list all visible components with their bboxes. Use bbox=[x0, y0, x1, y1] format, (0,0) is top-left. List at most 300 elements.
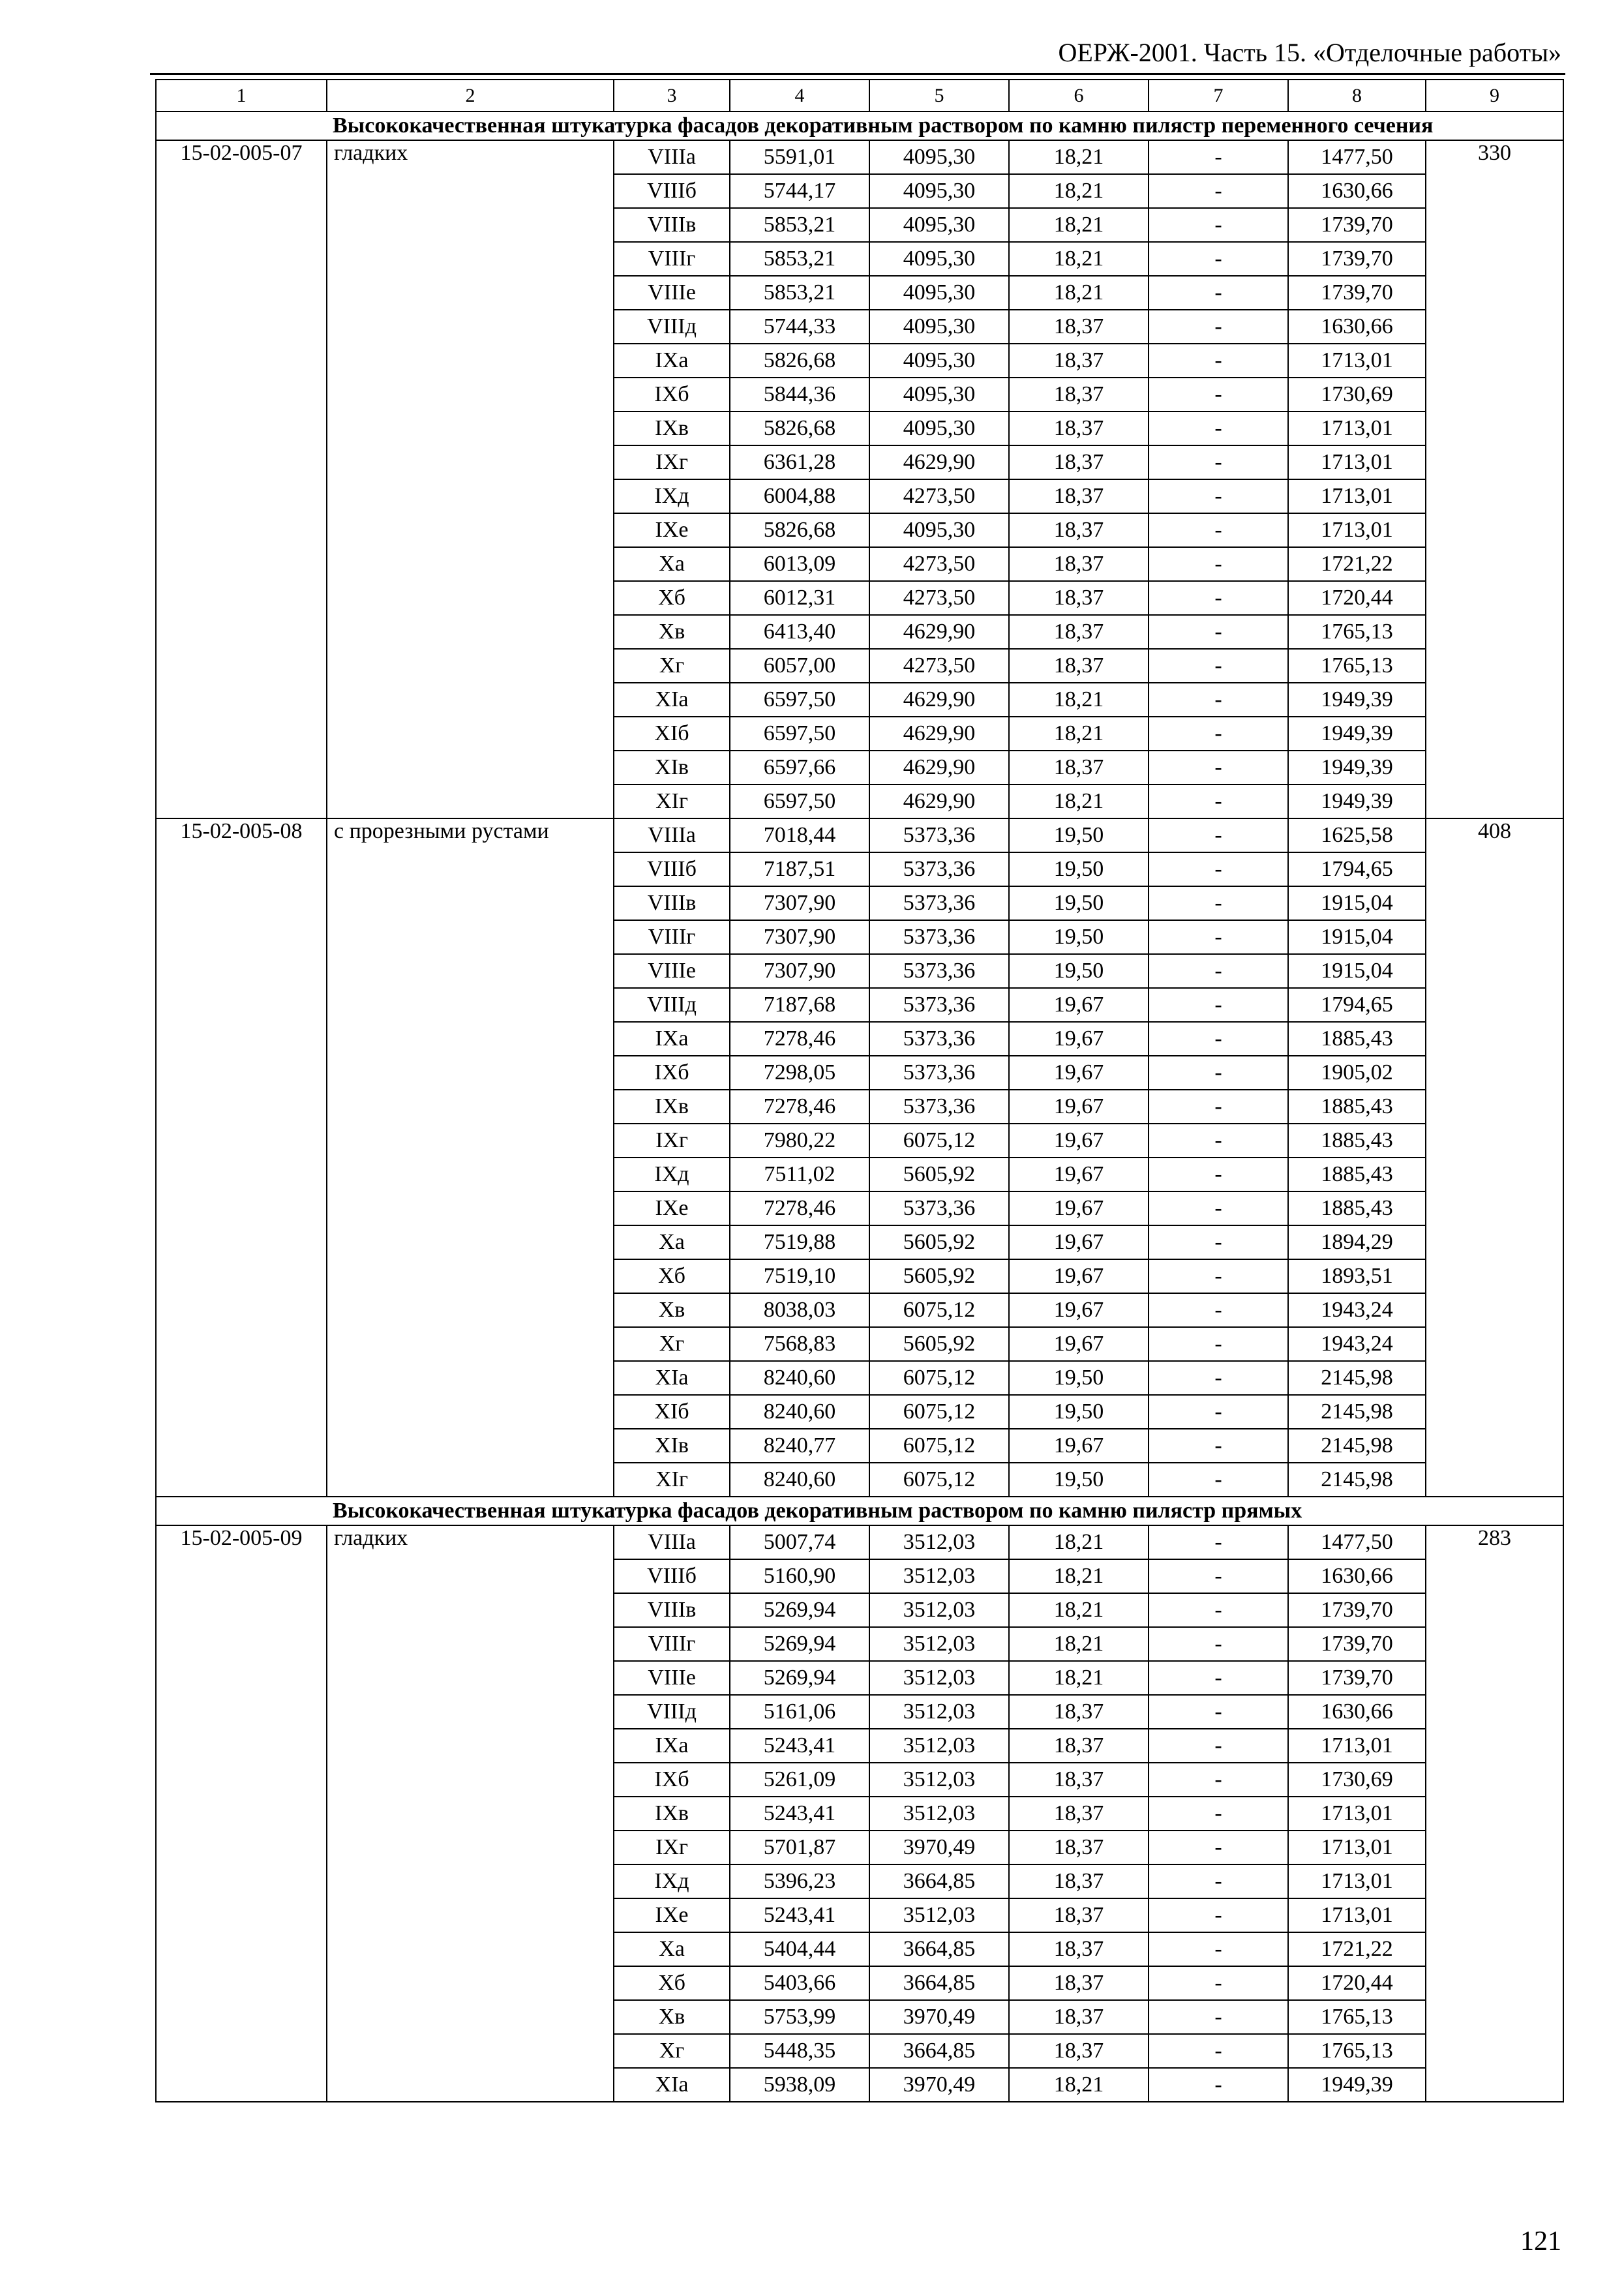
machine-cost-cell: 19,50 bbox=[1009, 920, 1149, 954]
category-cell: VIIIе bbox=[614, 276, 730, 310]
category-cell: XIб bbox=[614, 717, 730, 751]
materials-cost-cell: 1949,39 bbox=[1288, 751, 1426, 785]
machine-cost-cell: 18,37 bbox=[1009, 1729, 1149, 1763]
driver-wages-cell: - bbox=[1149, 1831, 1288, 1864]
driver-wages-cell: - bbox=[1149, 1124, 1288, 1158]
machine-cost-cell: 18,21 bbox=[1009, 1559, 1149, 1593]
wages-cell: 4273,50 bbox=[869, 479, 1009, 513]
materials-cost-cell: 1713,01 bbox=[1288, 513, 1426, 547]
machine-cost-cell: 19,67 bbox=[1009, 1429, 1149, 1463]
section-heading: Высококачественная штукатурка фасадов декоративным раствором по камню пилястр прямых bbox=[156, 1497, 1563, 1525]
wages-cell: 4095,30 bbox=[869, 378, 1009, 411]
materials-cost-cell: 1720,44 bbox=[1288, 1966, 1426, 2000]
driver-wages-cell: - bbox=[1149, 411, 1288, 445]
category-cell: VIIIе bbox=[614, 1661, 730, 1695]
materials-cost-cell: 1630,66 bbox=[1288, 310, 1426, 344]
machine-cost-cell: 19,67 bbox=[1009, 1327, 1149, 1361]
machine-cost-cell: 18,37 bbox=[1009, 1797, 1149, 1831]
driver-wages-cell: - bbox=[1149, 1259, 1288, 1293]
driver-wages-cell: - bbox=[1149, 1898, 1288, 1932]
machine-cost-cell: 18,21 bbox=[1009, 208, 1149, 242]
driver-wages-cell: - bbox=[1149, 1932, 1288, 1966]
wages-cell: 4095,30 bbox=[869, 208, 1009, 242]
column-number: 4 bbox=[730, 80, 869, 112]
total-cost-cell: 8240,60 bbox=[730, 1395, 869, 1429]
driver-wages-cell: - bbox=[1149, 920, 1288, 954]
machine-cost-cell: 18,21 bbox=[1009, 174, 1149, 208]
materials-cost-cell: 1905,02 bbox=[1288, 1056, 1426, 1090]
materials-cost-cell: 1949,39 bbox=[1288, 717, 1426, 751]
total-cost-cell: 5853,21 bbox=[730, 276, 869, 310]
category-cell: Xб bbox=[614, 1259, 730, 1293]
driver-wages-cell: - bbox=[1149, 1729, 1288, 1763]
driver-wages-cell: - bbox=[1149, 1293, 1288, 1327]
materials-cost-cell: 1794,65 bbox=[1288, 988, 1426, 1022]
total-cost-cell: 5261,09 bbox=[730, 1763, 869, 1797]
materials-cost-cell: 1630,66 bbox=[1288, 1559, 1426, 1593]
category-cell: Xб bbox=[614, 581, 730, 615]
total-cost-cell: 5448,35 bbox=[730, 2034, 869, 2068]
materials-cost-cell: 1713,01 bbox=[1288, 1797, 1426, 1831]
total-cost-cell: 5269,94 bbox=[730, 1661, 869, 1695]
labor-hours-cell: 408 bbox=[1426, 818, 1563, 1497]
materials-cost-cell: 1949,39 bbox=[1288, 683, 1426, 717]
machine-cost-cell: 18,37 bbox=[1009, 310, 1149, 344]
section-heading-row bbox=[156, 112, 1563, 140]
driver-wages-cell: - bbox=[1149, 310, 1288, 344]
wages-cell: 4629,90 bbox=[869, 683, 1009, 717]
category-cell: IXе bbox=[614, 513, 730, 547]
total-cost-cell: 5396,23 bbox=[730, 1864, 869, 1898]
wages-cell: 3664,85 bbox=[869, 2034, 1009, 2068]
machine-cost-cell: 19,67 bbox=[1009, 1191, 1149, 1225]
category-cell: IXг bbox=[614, 1124, 730, 1158]
machine-cost-cell: 18,21 bbox=[1009, 1627, 1149, 1661]
materials-cost-cell: 1949,39 bbox=[1288, 785, 1426, 818]
total-cost-cell: 5269,94 bbox=[730, 1627, 869, 1661]
wages-cell: 4629,90 bbox=[869, 785, 1009, 818]
materials-cost-cell: 1885,43 bbox=[1288, 1090, 1426, 1124]
wages-cell: 5373,36 bbox=[869, 1191, 1009, 1225]
machine-cost-cell: 19,50 bbox=[1009, 954, 1149, 988]
category-cell: VIIIб bbox=[614, 852, 730, 886]
wages-cell: 5373,36 bbox=[869, 1090, 1009, 1124]
wages-cell: 4629,90 bbox=[869, 751, 1009, 785]
materials-cost-cell: 1713,01 bbox=[1288, 479, 1426, 513]
total-cost-cell: 5591,01 bbox=[730, 140, 869, 174]
column-number: 6 bbox=[1009, 80, 1149, 112]
total-cost-cell: 6597,50 bbox=[730, 717, 869, 751]
wages-cell: 3664,85 bbox=[869, 1864, 1009, 1898]
machine-cost-cell: 18,37 bbox=[1009, 649, 1149, 683]
wages-cell: 3512,03 bbox=[869, 1627, 1009, 1661]
total-cost-cell: 7519,10 bbox=[730, 1259, 869, 1293]
category-cell: Xг bbox=[614, 1327, 730, 1361]
machine-cost-cell: 19,50 bbox=[1009, 852, 1149, 886]
machine-cost-cell: 18,37 bbox=[1009, 445, 1149, 479]
wages-cell: 3512,03 bbox=[869, 1763, 1009, 1797]
category-cell: Xа bbox=[614, 1932, 730, 1966]
column-number: 3 bbox=[614, 80, 730, 112]
total-cost-cell: 5160,90 bbox=[730, 1559, 869, 1593]
materials-cost-cell: 1765,13 bbox=[1288, 2034, 1426, 2068]
total-cost-cell: 6597,50 bbox=[730, 785, 869, 818]
materials-cost-cell: 1630,66 bbox=[1288, 1695, 1426, 1729]
machine-cost-cell: 18,37 bbox=[1009, 479, 1149, 513]
wages-cell: 4095,30 bbox=[869, 140, 1009, 174]
total-cost-cell: 5938,09 bbox=[730, 2068, 869, 2102]
driver-wages-cell: - bbox=[1149, 683, 1288, 717]
materials-cost-cell: 1765,13 bbox=[1288, 2000, 1426, 2034]
driver-wages-cell: - bbox=[1149, 2034, 1288, 2068]
wages-cell: 3512,03 bbox=[869, 1797, 1009, 1831]
wages-cell: 5373,36 bbox=[869, 954, 1009, 988]
driver-wages-cell: - bbox=[1149, 445, 1288, 479]
category-cell: XIа bbox=[614, 2068, 730, 2102]
materials-cost-cell: 1943,24 bbox=[1288, 1327, 1426, 1361]
machine-cost-cell: 18,37 bbox=[1009, 513, 1149, 547]
materials-cost-cell: 1630,66 bbox=[1288, 174, 1426, 208]
materials-cost-cell: 1739,70 bbox=[1288, 1593, 1426, 1627]
category-cell: VIIIг bbox=[614, 1627, 730, 1661]
total-cost-cell: 5826,68 bbox=[730, 513, 869, 547]
column-number: 9 bbox=[1426, 80, 1563, 112]
materials-cost-cell: 1477,50 bbox=[1288, 1525, 1426, 1559]
driver-wages-cell: - bbox=[1149, 1327, 1288, 1361]
category-cell: XIа bbox=[614, 683, 730, 717]
category-cell: VIIIд bbox=[614, 310, 730, 344]
machine-cost-cell: 18,37 bbox=[1009, 547, 1149, 581]
total-cost-cell: 8240,60 bbox=[730, 1361, 869, 1395]
materials-cost-cell: 1720,44 bbox=[1288, 581, 1426, 615]
total-cost-cell: 5853,21 bbox=[730, 208, 869, 242]
wages-cell: 5373,36 bbox=[869, 1056, 1009, 1090]
machine-cost-cell: 18,21 bbox=[1009, 717, 1149, 751]
category-cell: IXд bbox=[614, 1158, 730, 1191]
materials-cost-cell: 1713,01 bbox=[1288, 445, 1426, 479]
category-cell: VIIIв bbox=[614, 208, 730, 242]
column-number-row bbox=[156, 80, 1563, 112]
machine-cost-cell: 19,50 bbox=[1009, 1463, 1149, 1497]
driver-wages-cell: - bbox=[1149, 1661, 1288, 1695]
category-cell: XIв bbox=[614, 751, 730, 785]
wages-cell: 3512,03 bbox=[869, 1695, 1009, 1729]
machine-cost-cell: 19,50 bbox=[1009, 1361, 1149, 1395]
driver-wages-cell: - bbox=[1149, 852, 1288, 886]
machine-cost-cell: 18,37 bbox=[1009, 411, 1149, 445]
wages-cell: 3512,03 bbox=[869, 1559, 1009, 1593]
category-cell: IXв bbox=[614, 411, 730, 445]
driver-wages-cell: - bbox=[1149, 1797, 1288, 1831]
driver-wages-cell: - bbox=[1149, 1090, 1288, 1124]
wages-cell: 3664,85 bbox=[869, 1966, 1009, 2000]
machine-cost-cell: 18,37 bbox=[1009, 751, 1149, 785]
category-cell: IXа bbox=[614, 1022, 730, 1056]
machine-cost-cell: 18,37 bbox=[1009, 1932, 1149, 1966]
wages-cell: 6075,12 bbox=[869, 1293, 1009, 1327]
driver-wages-cell: - bbox=[1149, 242, 1288, 276]
total-cost-cell: 5243,41 bbox=[730, 1729, 869, 1763]
total-cost-cell: 5243,41 bbox=[730, 1898, 869, 1932]
materials-cost-cell: 1915,04 bbox=[1288, 920, 1426, 954]
total-cost-cell: 6013,09 bbox=[730, 547, 869, 581]
machine-cost-cell: 19,67 bbox=[1009, 1158, 1149, 1191]
machine-cost-cell: 19,67 bbox=[1009, 1124, 1149, 1158]
table-row bbox=[156, 818, 1563, 852]
machine-cost-cell: 19,67 bbox=[1009, 988, 1149, 1022]
driver-wages-cell: - bbox=[1149, 1593, 1288, 1627]
driver-wages-cell: - bbox=[1149, 513, 1288, 547]
running-header-title: ОЕРЖ-2001. Часть 15. «Отделочные работы» bbox=[1058, 38, 1561, 67]
machine-cost-cell: 18,21 bbox=[1009, 683, 1149, 717]
category-cell: VIIIб bbox=[614, 174, 730, 208]
category-cell: XIг bbox=[614, 785, 730, 818]
driver-wages-cell: - bbox=[1149, 1463, 1288, 1497]
wages-cell: 6075,12 bbox=[869, 1395, 1009, 1429]
materials-cost-cell: 1893,51 bbox=[1288, 1259, 1426, 1293]
table-row bbox=[156, 140, 1563, 174]
materials-cost-cell: 1721,22 bbox=[1288, 547, 1426, 581]
category-cell: VIIIг bbox=[614, 920, 730, 954]
norms-table bbox=[155, 79, 1564, 2102]
materials-cost-cell: 2145,98 bbox=[1288, 1361, 1426, 1395]
materials-cost-cell: 2145,98 bbox=[1288, 1395, 1426, 1429]
driver-wages-cell: - bbox=[1149, 886, 1288, 920]
work-name: гладких bbox=[327, 140, 614, 818]
wages-cell: 4629,90 bbox=[869, 445, 1009, 479]
machine-cost-cell: 19,67 bbox=[1009, 1225, 1149, 1259]
category-cell: VIIIа bbox=[614, 818, 730, 852]
driver-wages-cell: - bbox=[1149, 1191, 1288, 1225]
table-body bbox=[156, 80, 1563, 2102]
machine-cost-cell: 18,21 bbox=[1009, 242, 1149, 276]
category-cell: Xв bbox=[614, 615, 730, 649]
category-cell: IXе bbox=[614, 1898, 730, 1932]
wages-cell: 4095,30 bbox=[869, 276, 1009, 310]
category-cell: IXа bbox=[614, 1729, 730, 1763]
total-cost-cell: 6597,50 bbox=[730, 683, 869, 717]
total-cost-cell: 5404,44 bbox=[730, 1932, 869, 1966]
total-cost-cell: 7278,46 bbox=[730, 1191, 869, 1225]
machine-cost-cell: 19,67 bbox=[1009, 1022, 1149, 1056]
materials-cost-cell: 1885,43 bbox=[1288, 1022, 1426, 1056]
total-cost-cell: 7307,90 bbox=[730, 886, 869, 920]
total-cost-cell: 7519,88 bbox=[730, 1225, 869, 1259]
machine-cost-cell: 19,67 bbox=[1009, 1259, 1149, 1293]
driver-wages-cell: - bbox=[1149, 751, 1288, 785]
driver-wages-cell: - bbox=[1149, 1763, 1288, 1797]
wages-cell: 5605,92 bbox=[869, 1327, 1009, 1361]
category-cell: IXд bbox=[614, 1864, 730, 1898]
driver-wages-cell: - bbox=[1149, 818, 1288, 852]
wages-cell: 5373,36 bbox=[869, 988, 1009, 1022]
machine-cost-cell: 19,67 bbox=[1009, 1090, 1149, 1124]
category-cell: XIв bbox=[614, 1429, 730, 1463]
category-cell: VIIIв bbox=[614, 1593, 730, 1627]
materials-cost-cell: 1739,70 bbox=[1288, 276, 1426, 310]
total-cost-cell: 5753,99 bbox=[730, 2000, 869, 2034]
materials-cost-cell: 1477,50 bbox=[1288, 140, 1426, 174]
wages-cell: 5373,36 bbox=[869, 1022, 1009, 1056]
work-name: гладких bbox=[327, 1525, 614, 2102]
section-heading: Высококачественная штукатурка фасадов декоративным раствором по камню пилястр переменного сечения bbox=[156, 112, 1563, 140]
category-cell: IXв bbox=[614, 1090, 730, 1124]
category-cell: IXа bbox=[614, 344, 730, 378]
driver-wages-cell: - bbox=[1149, 378, 1288, 411]
materials-cost-cell: 1765,13 bbox=[1288, 649, 1426, 683]
machine-cost-cell: 18,37 bbox=[1009, 1966, 1149, 2000]
total-cost-cell: 7307,90 bbox=[730, 954, 869, 988]
total-cost-cell: 7187,51 bbox=[730, 852, 869, 886]
driver-wages-cell: - bbox=[1149, 174, 1288, 208]
driver-wages-cell: - bbox=[1149, 1525, 1288, 1559]
machine-cost-cell: 19,50 bbox=[1009, 886, 1149, 920]
materials-cost-cell: 1885,43 bbox=[1288, 1191, 1426, 1225]
wages-cell: 3970,49 bbox=[869, 1831, 1009, 1864]
category-cell: XIг bbox=[614, 1463, 730, 1497]
category-cell: IXб bbox=[614, 1056, 730, 1090]
wages-cell: 4273,50 bbox=[869, 547, 1009, 581]
wages-cell: 5605,92 bbox=[869, 1158, 1009, 1191]
total-cost-cell: 8240,60 bbox=[730, 1463, 869, 1497]
total-cost-cell: 7307,90 bbox=[730, 920, 869, 954]
column-number: 5 bbox=[869, 80, 1009, 112]
total-cost-cell: 8038,03 bbox=[730, 1293, 869, 1327]
wages-cell: 5373,36 bbox=[869, 818, 1009, 852]
header-rule bbox=[150, 73, 1565, 75]
materials-cost-cell: 1739,70 bbox=[1288, 1627, 1426, 1661]
category-cell: IXб bbox=[614, 378, 730, 411]
total-cost-cell: 5853,21 bbox=[730, 242, 869, 276]
wages-cell: 4095,30 bbox=[869, 411, 1009, 445]
column-number: 1 bbox=[156, 80, 327, 112]
driver-wages-cell: - bbox=[1149, 2000, 1288, 2034]
category-cell: Xа bbox=[614, 1225, 730, 1259]
category-cell: VIIIв bbox=[614, 886, 730, 920]
machine-cost-cell: 18,37 bbox=[1009, 378, 1149, 411]
category-cell: IXб bbox=[614, 1763, 730, 1797]
machine-cost-cell: 18,37 bbox=[1009, 615, 1149, 649]
driver-wages-cell: - bbox=[1149, 1158, 1288, 1191]
driver-wages-cell: - bbox=[1149, 140, 1288, 174]
materials-cost-cell: 1885,43 bbox=[1288, 1124, 1426, 1158]
driver-wages-cell: - bbox=[1149, 954, 1288, 988]
materials-cost-cell: 1949,39 bbox=[1288, 2068, 1426, 2102]
total-cost-cell: 6004,88 bbox=[730, 479, 869, 513]
category-cell: VIIIа bbox=[614, 140, 730, 174]
column-number: 7 bbox=[1149, 80, 1288, 112]
category-cell: Xа bbox=[614, 547, 730, 581]
materials-cost-cell: 1739,70 bbox=[1288, 242, 1426, 276]
materials-cost-cell: 1894,29 bbox=[1288, 1225, 1426, 1259]
machine-cost-cell: 18,21 bbox=[1009, 276, 1149, 310]
materials-cost-cell: 1721,22 bbox=[1288, 1932, 1426, 1966]
category-cell: IXг bbox=[614, 445, 730, 479]
category-cell: VIIIе bbox=[614, 954, 730, 988]
driver-wages-cell: - bbox=[1149, 717, 1288, 751]
machine-cost-cell: 18,37 bbox=[1009, 1695, 1149, 1729]
wages-cell: 3970,49 bbox=[869, 2068, 1009, 2102]
wages-cell: 4629,90 bbox=[869, 717, 1009, 751]
materials-cost-cell: 1765,13 bbox=[1288, 615, 1426, 649]
total-cost-cell: 6361,28 bbox=[730, 445, 869, 479]
total-cost-cell: 5403,66 bbox=[730, 1966, 869, 2000]
machine-cost-cell: 18,21 bbox=[1009, 1525, 1149, 1559]
category-cell: VIIIг bbox=[614, 242, 730, 276]
total-cost-cell: 7187,68 bbox=[730, 988, 869, 1022]
materials-cost-cell: 1730,69 bbox=[1288, 1763, 1426, 1797]
wages-cell: 3512,03 bbox=[869, 1898, 1009, 1932]
total-cost-cell: 5744,17 bbox=[730, 174, 869, 208]
wages-cell: 6075,12 bbox=[869, 1124, 1009, 1158]
total-cost-cell: 6597,66 bbox=[730, 751, 869, 785]
machine-cost-cell: 18,21 bbox=[1009, 785, 1149, 818]
driver-wages-cell: - bbox=[1149, 988, 1288, 1022]
materials-cost-cell: 2145,98 bbox=[1288, 1463, 1426, 1497]
wages-cell: 4095,30 bbox=[869, 174, 1009, 208]
materials-cost-cell: 1739,70 bbox=[1288, 1661, 1426, 1695]
labor-hours-cell: 283 bbox=[1426, 1525, 1563, 2102]
category-cell: XIа bbox=[614, 1361, 730, 1395]
materials-cost-cell: 1625,58 bbox=[1288, 818, 1426, 852]
wages-cell: 5373,36 bbox=[869, 886, 1009, 920]
norm-code: 15-02-005-08 bbox=[156, 818, 327, 1497]
page-number: 121 bbox=[1520, 2226, 1561, 2256]
driver-wages-cell: - bbox=[1149, 1864, 1288, 1898]
category-cell: VIIIа bbox=[614, 1525, 730, 1559]
wages-cell: 3512,03 bbox=[869, 1661, 1009, 1695]
machine-cost-cell: 18,37 bbox=[1009, 2034, 1149, 2068]
driver-wages-cell: - bbox=[1149, 344, 1288, 378]
wages-cell: 5373,36 bbox=[869, 852, 1009, 886]
driver-wages-cell: - bbox=[1149, 1225, 1288, 1259]
total-cost-cell: 6413,40 bbox=[730, 615, 869, 649]
driver-wages-cell: - bbox=[1149, 1627, 1288, 1661]
wages-cell: 5605,92 bbox=[869, 1259, 1009, 1293]
wages-cell: 3512,03 bbox=[869, 1525, 1009, 1559]
wages-cell: 3664,85 bbox=[869, 1932, 1009, 1966]
driver-wages-cell: - bbox=[1149, 1056, 1288, 1090]
total-cost-cell: 5826,68 bbox=[730, 344, 869, 378]
total-cost-cell: 7568,83 bbox=[730, 1327, 869, 1361]
total-cost-cell: 5243,41 bbox=[730, 1797, 869, 1831]
driver-wages-cell: - bbox=[1149, 1395, 1288, 1429]
category-cell: IXд bbox=[614, 479, 730, 513]
wages-cell: 4095,30 bbox=[869, 310, 1009, 344]
total-cost-cell: 7018,44 bbox=[730, 818, 869, 852]
driver-wages-cell: - bbox=[1149, 479, 1288, 513]
wages-cell: 4273,50 bbox=[869, 581, 1009, 615]
wages-cell: 4273,50 bbox=[869, 649, 1009, 683]
category-cell: Xб bbox=[614, 1966, 730, 2000]
materials-cost-cell: 1730,69 bbox=[1288, 378, 1426, 411]
wages-cell: 6075,12 bbox=[869, 1361, 1009, 1395]
machine-cost-cell: 18,37 bbox=[1009, 2000, 1149, 2034]
driver-wages-cell: - bbox=[1149, 649, 1288, 683]
category-cell: VIIIд bbox=[614, 988, 730, 1022]
machine-cost-cell: 18,37 bbox=[1009, 1831, 1149, 1864]
materials-cost-cell: 1794,65 bbox=[1288, 852, 1426, 886]
total-cost-cell: 5269,94 bbox=[730, 1593, 869, 1627]
category-cell: Xг bbox=[614, 649, 730, 683]
total-cost-cell: 8240,77 bbox=[730, 1429, 869, 1463]
materials-cost-cell: 1885,43 bbox=[1288, 1158, 1426, 1191]
driver-wages-cell: - bbox=[1149, 2068, 1288, 2102]
category-cell: IXе bbox=[614, 1191, 730, 1225]
driver-wages-cell: - bbox=[1149, 547, 1288, 581]
total-cost-cell: 5701,87 bbox=[730, 1831, 869, 1864]
machine-cost-cell: 19,67 bbox=[1009, 1056, 1149, 1090]
